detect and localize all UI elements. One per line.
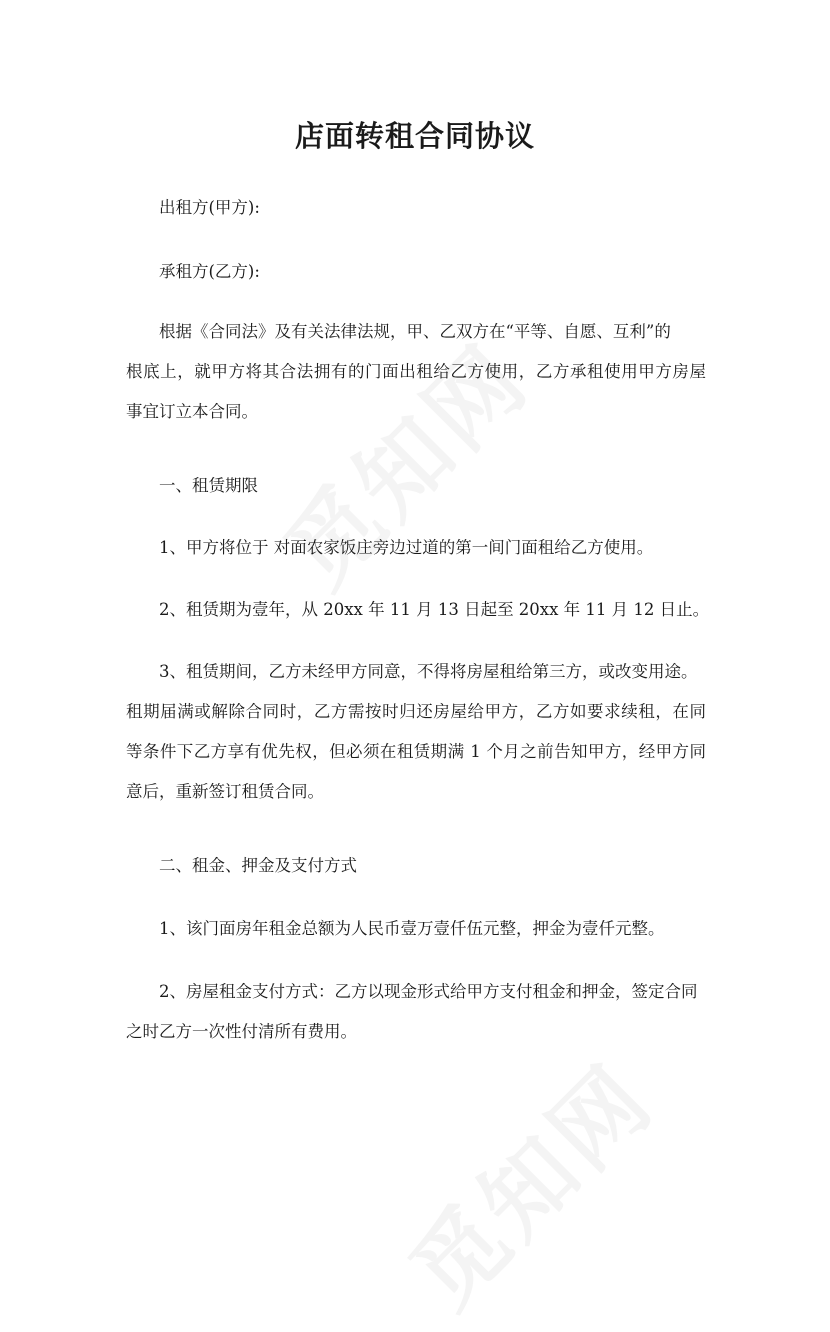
clause-1-2: 2、租赁期为壹年，从 20xx 年 11 月 13 日起至 20xx 年 11 月 12 日止。 bbox=[159, 600, 710, 619]
document-title: 店面转租合同协议 bbox=[294, 119, 535, 153]
watermark bbox=[376, 1030, 677, 1331]
paragraph-line: 等条件下乙方享有优先权，但必须在租赁期满 1 个月之前告知甲方，经甲方同 bbox=[126, 742, 706, 761]
paragraph-line: 意后，重新签订租赁合同。 bbox=[126, 782, 324, 801]
paragraph-line: 2、房屋租金支付方式：乙方以现金形式给甲方支付租金和押金，签定合同 bbox=[159, 982, 698, 1001]
intro-paragraph bbox=[126, 312, 706, 432]
section-heading-lease-term: 一、租赁期限 bbox=[159, 476, 258, 495]
lessor-label: 出租方(甲方): bbox=[159, 198, 260, 217]
paragraph-line: 3、租赁期间，乙方未经甲方同意，不得将房屋租给第三方，或改变用途。 bbox=[159, 662, 698, 681]
paragraph-line: 租期届满或解除合同时，乙方需按时归还房屋给甲方，乙方如要求续租，在同 bbox=[126, 702, 706, 721]
clause-2-1: 1、该门面房年租金总额为人民币壹万壹仟伍元整，押金为壹仟元整。 bbox=[159, 919, 665, 938]
paragraph-line: 之时乙方一次性付清所有费用。 bbox=[126, 1022, 357, 1041]
paragraph-line: 根底上，就甲方将其合法拥有的门面出租给乙方使用，乙方承租使用甲方房屋 bbox=[126, 362, 706, 381]
lessee-label: 承租方(乙方): bbox=[159, 262, 260, 281]
clause-1-3 bbox=[126, 652, 706, 812]
paragraph-line: 事宜订立本合同。 bbox=[126, 402, 258, 421]
clause-1-1: 1、甲方将位于 对面农家饭庄旁边过道的第一间门面租给乙方使用。 bbox=[159, 538, 654, 557]
section-heading-rent-deposit: 二、租金、押金及支付方式 bbox=[159, 856, 357, 875]
paragraph-line: 根据《合同法》及有关法律法规，甲、乙双方在“平等、自愿、互利”的 bbox=[159, 322, 671, 341]
clause-2-2 bbox=[126, 972, 706, 1052]
